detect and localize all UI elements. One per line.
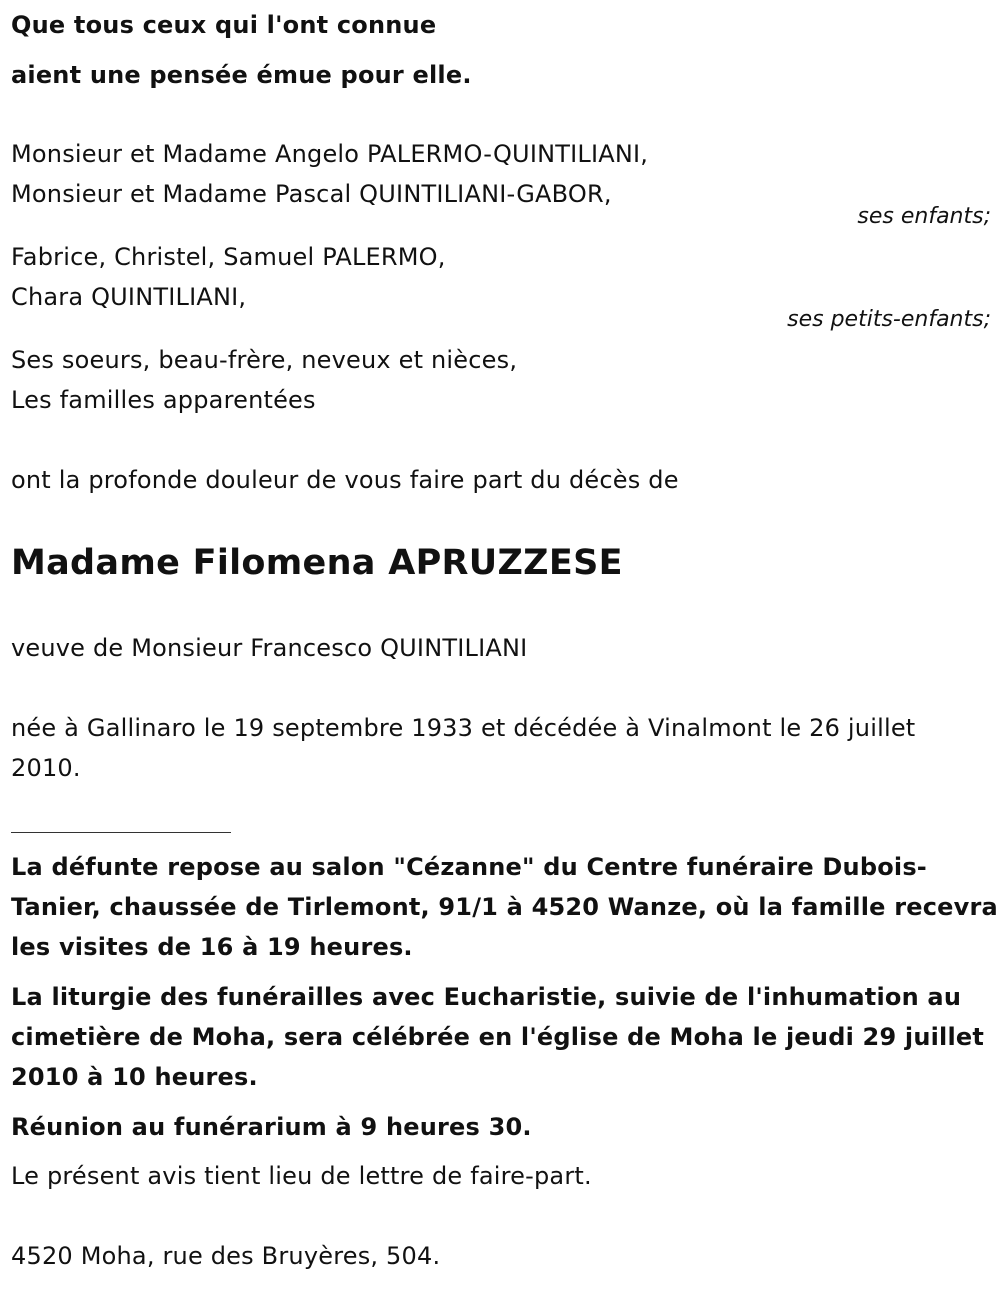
grandchildren-line-1: Fabrice, Christel, Samuel PALERMO, [11, 243, 446, 271]
epigraph-line-2: aient une pensée émue pour elle. [11, 61, 472, 89]
birth-death-line-1: née à Gallinaro le 19 septembre 1933 et décédée à Vinalmont le 26 juillet [11, 714, 916, 742]
birth-death-line-2: 2010. [11, 754, 81, 782]
relatives-line-1: Ses soeurs, beau-frère, neveux et nièces, [11, 346, 518, 374]
deceased-name: Madame Filomena APRUZZESE [11, 543, 623, 583]
announcement-text: ont la profonde douleur de vous faire part du décès de [11, 466, 679, 494]
separator-rule [11, 832, 231, 833]
children-relation: ses enfants; [857, 204, 991, 229]
address-text: 4520 Moha, rue des Bruyères, 504. [11, 1242, 441, 1270]
notice-text: Le présent avis tient lieu de lettre de faire-part. [11, 1162, 592, 1190]
meeting-text: Réunion au funérarium à 9 heures 30. [11, 1113, 532, 1141]
visitation-line-3: les visites de 16 à 19 heures. [11, 933, 413, 961]
epigraph-line-1: Que tous ceux qui l'ont connue [11, 11, 437, 39]
grandchildren-relation: ses petits-enfants; [787, 307, 991, 332]
relatives-line-2: Les familles apparentées [11, 386, 316, 414]
funeral-line-1: La liturgie des funérailles avec Eucharistie, suivie de l'inhumation au [11, 983, 962, 1011]
funeral-line-2: cimetière de Moha, sera célébrée en l'église de Moha le jeudi 29 juillet [11, 1023, 985, 1051]
children-line-2: Monsieur et Madame Pascal QUINTILIANI-GABOR, [11, 180, 612, 208]
visitation-line-2: Tanier, chaussée de Tirlemont, 91/1 à 4520 Wanze, où la famille recevra [11, 893, 998, 921]
children-line-1: Monsieur et Madame Angelo PALERMO-QUINTILIANI, [11, 140, 649, 168]
funeral-line-3: 2010 à 10 heures. [11, 1063, 258, 1091]
visitation-line-1: La défunte repose au salon "Cézanne" du Centre funéraire Dubois- [11, 853, 927, 881]
widow-of-text: veuve de Monsieur Francesco QUINTILIANI [11, 634, 528, 662]
grandchildren-line-2: Chara QUINTILIANI, [11, 283, 247, 311]
